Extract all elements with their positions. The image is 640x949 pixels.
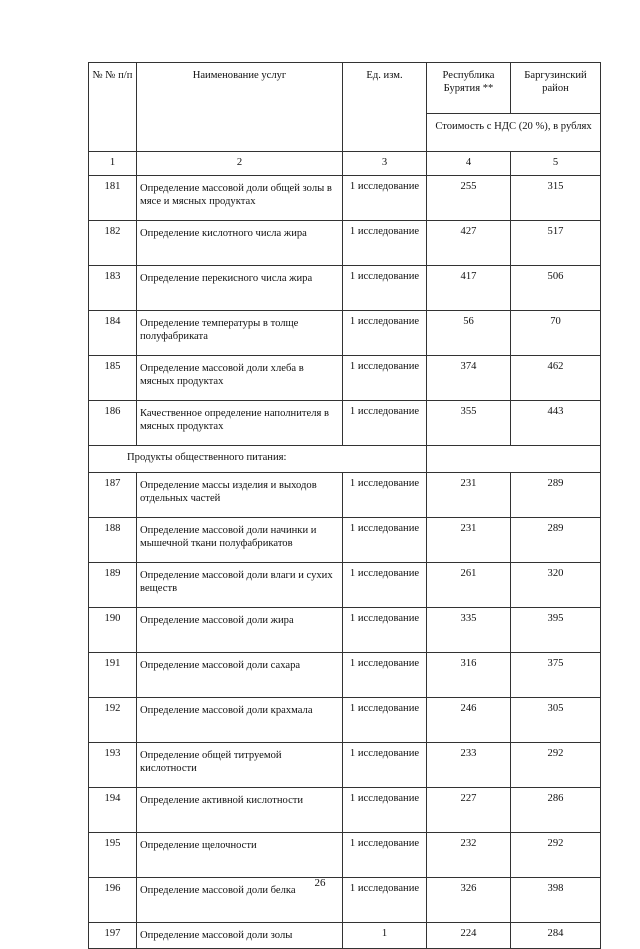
row-number: 184	[89, 311, 137, 356]
row-number: 195	[89, 833, 137, 878]
price-buryatia: 355	[427, 401, 511, 446]
unit-of-measure: 1	[343, 923, 427, 949]
row-number: 183	[89, 266, 137, 311]
row-number: 196	[89, 878, 137, 923]
price-barguzin: 305	[511, 698, 601, 743]
price-barguzin: 395	[511, 608, 601, 653]
unit-of-measure: 1 исследование	[343, 608, 427, 653]
header-region-buryatia: Республика Бурятия **	[427, 63, 511, 114]
service-name: Качественное определение наполнителя в мясных продуктах	[137, 401, 343, 446]
price-buryatia: 255	[427, 176, 511, 221]
price-barguzin: 517	[511, 221, 601, 266]
unit-of-measure: 1 исследование	[343, 653, 427, 698]
price-buryatia: 417	[427, 266, 511, 311]
table-row	[89, 473, 601, 518]
table-row	[89, 311, 601, 356]
row-number: 182	[89, 221, 137, 266]
row-number: 194	[89, 788, 137, 833]
price-barguzin: 289	[511, 473, 601, 518]
table-row	[89, 401, 601, 446]
price-buryatia: 316	[427, 653, 511, 698]
table-row	[89, 518, 601, 563]
service-name: Определение массовой доли белка	[137, 878, 343, 923]
row-number: 189	[89, 563, 137, 608]
unit-of-measure: 1 исследование	[343, 833, 427, 878]
table-row	[89, 743, 601, 788]
table-row	[89, 356, 601, 401]
price-buryatia: 224	[427, 923, 511, 949]
row-number: 186	[89, 401, 137, 446]
unit-of-measure: 1 исследование	[343, 473, 427, 518]
section-title: Продукты общественного питания:	[89, 446, 427, 473]
row-number: 187	[89, 473, 137, 518]
unit-of-measure: 1 исследование	[343, 176, 427, 221]
price-barguzin: 398	[511, 878, 601, 923]
price-buryatia: 231	[427, 473, 511, 518]
table-row	[89, 176, 601, 221]
table-row	[89, 698, 601, 743]
service-name: Определение перекисного числа жира	[137, 266, 343, 311]
price-buryatia: 233	[427, 743, 511, 788]
service-name: Определение массовой доли начинки и мышечной ткани полуфабрикатов	[137, 518, 343, 563]
unit-of-measure: 1 исследование	[343, 221, 427, 266]
col-number: 1	[89, 152, 137, 176]
unit-of-measure: 1 исследование	[343, 698, 427, 743]
service-name: Определение массовой доли хлеба в мясных продуктах	[137, 356, 343, 401]
table-row	[89, 788, 601, 833]
service-name: Определение щелочности	[137, 833, 343, 878]
page-number: 26	[314, 877, 326, 889]
section-empty	[427, 446, 601, 473]
table-row	[89, 608, 601, 653]
table-row	[89, 923, 601, 949]
price-barguzin: 506	[511, 266, 601, 311]
price-barguzin: 70	[511, 311, 601, 356]
unit-of-measure: 1 исследование	[343, 563, 427, 608]
service-name: Определение массовой доли общей золы в мясе и мясных продуктах	[137, 176, 343, 221]
column-numbers-row	[89, 152, 601, 176]
table-row	[89, 833, 601, 878]
unit-of-measure: 1 исследование	[343, 788, 427, 833]
price-buryatia: 326	[427, 878, 511, 923]
row-number: 181	[89, 176, 137, 221]
price-buryatia: 232	[427, 833, 511, 878]
row-number: 197	[89, 923, 137, 949]
service-name: Определение массовой доли крахмала	[137, 698, 343, 743]
price-buryatia: 231	[427, 518, 511, 563]
price-barguzin: 286	[511, 788, 601, 833]
header-row	[89, 63, 601, 114]
table-row	[89, 266, 601, 311]
row-number: 190	[89, 608, 137, 653]
unit-of-measure: 1 исследование	[343, 311, 427, 356]
unit-of-measure: 1 исследование	[343, 743, 427, 788]
unit-of-measure: 1 исследование	[343, 878, 427, 923]
row-number: 193	[89, 743, 137, 788]
price-barguzin: 320	[511, 563, 601, 608]
price-buryatia: 56	[427, 311, 511, 356]
price-buryatia: 427	[427, 221, 511, 266]
table-row	[89, 653, 601, 698]
price-barguzin: 315	[511, 176, 601, 221]
col-number: 3	[343, 152, 427, 176]
price-barguzin: 462	[511, 356, 601, 401]
price-barguzin: 284	[511, 923, 601, 949]
service-name: Определение массы изделия и выходов отдельных частей	[137, 473, 343, 518]
price-barguzin: 292	[511, 833, 601, 878]
header-cost: Стоимость с НДС (20 %), в рублях	[427, 114, 601, 152]
price-barguzin: 443	[511, 401, 601, 446]
col-number: 5	[511, 152, 601, 176]
row-number: 192	[89, 698, 137, 743]
price-buryatia: 335	[427, 608, 511, 653]
price-buryatia: 374	[427, 356, 511, 401]
header-name: Наименование услуг	[137, 63, 343, 152]
service-name: Определение общей титруемой кислотности	[137, 743, 343, 788]
table-row	[89, 221, 601, 266]
service-name: Определение кислотного числа жира	[137, 221, 343, 266]
service-name: Определение температуры в толще полуфабриката	[137, 311, 343, 356]
header-unit: Ед. изм.	[343, 63, 427, 152]
service-name: Определение активной кислотности	[137, 788, 343, 833]
header-region-barguzin: Баргузинский район	[511, 63, 601, 114]
row-number: 191	[89, 653, 137, 698]
price-buryatia: 246	[427, 698, 511, 743]
price-buryatia: 227	[427, 788, 511, 833]
service-name: Определение массовой доли золы	[137, 923, 343, 949]
price-barguzin: 375	[511, 653, 601, 698]
section-row	[89, 446, 601, 473]
header-num: № № п/п	[89, 63, 137, 152]
unit-of-measure: 1 исследование	[343, 356, 427, 401]
unit-of-measure: 1 исследование	[343, 518, 427, 563]
price-barguzin: 289	[511, 518, 601, 563]
service-name: Определение массовой доли влаги и сухих веществ	[137, 563, 343, 608]
service-name: Определение массовой доли сахара	[137, 653, 343, 698]
unit-of-measure: 1 исследование	[343, 266, 427, 311]
price-buryatia: 261	[427, 563, 511, 608]
col-number: 4	[427, 152, 511, 176]
row-number: 188	[89, 518, 137, 563]
price-barguzin: 292	[511, 743, 601, 788]
service-name: Определение массовой доли жира	[137, 608, 343, 653]
unit-of-measure: 1 исследование	[343, 401, 427, 446]
col-number: 2	[137, 152, 343, 176]
row-number: 185	[89, 356, 137, 401]
table-row	[89, 563, 601, 608]
services-price-table	[88, 62, 601, 949]
